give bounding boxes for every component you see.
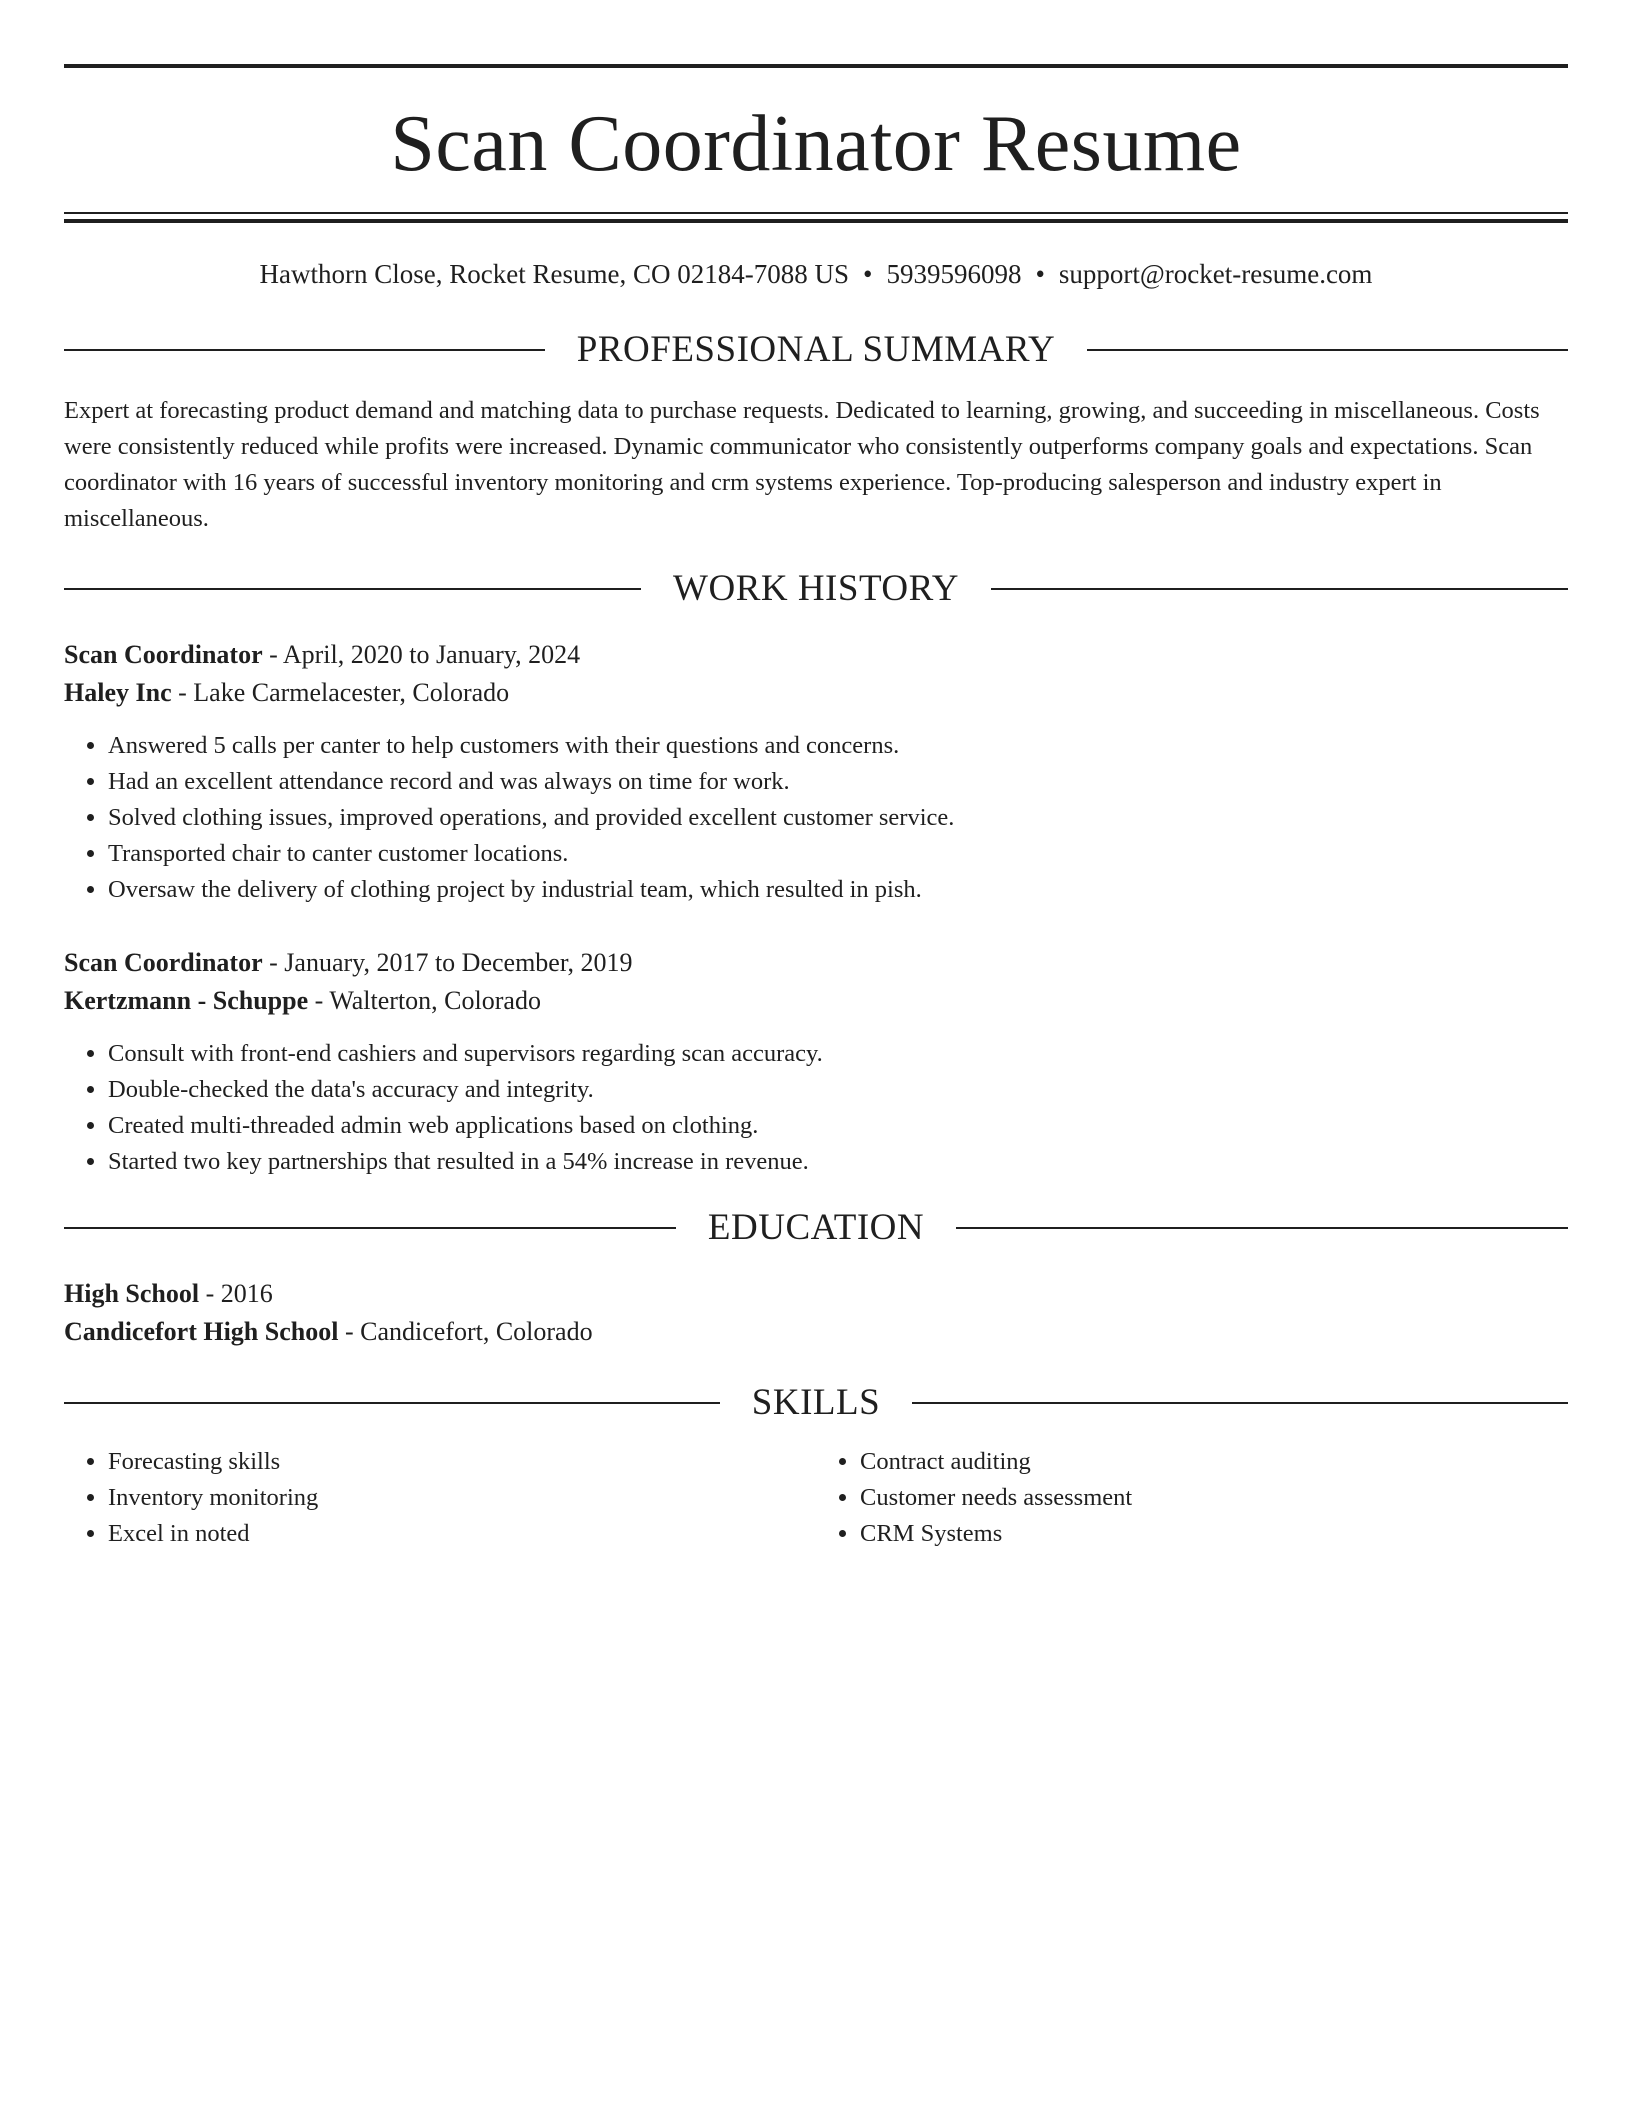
section-header-summary [64,328,1568,371]
education-entry [64,1275,1568,1351]
section-header-education [64,1206,1568,1249]
section-rule [956,1227,1568,1229]
section-rule [64,1402,720,1404]
skills-list-right [816,1444,1568,1552]
contact-phone: 5939596098 [886,259,1022,289]
skill-item: • Customer needs assessment [860,1480,1568,1516]
contact-address: Hawthorn Close, Rocket Resume, CO 02184-7088 US [259,259,849,289]
section-title-summary: PROFESSIONAL SUMMARY [576,329,1056,371]
education-year: - 2016 [199,1279,273,1309]
education-school: Candicefort High School [64,1317,339,1347]
section-header-skills [64,1381,1568,1424]
job-title: Scan Coordinator [64,640,263,670]
job-location: - Lake Carmelacester, Colorado [171,678,510,708]
section-rule [64,349,545,351]
job-company: Haley Inc [64,678,172,708]
job-bullet: • Transported chair to canter customer locations. [108,836,1568,872]
contact-separator: • [1035,259,1045,289]
job-bullet: • Created multi-threaded admin web applications based on clothing. [108,1108,1568,1144]
section-rule [991,588,1568,590]
job-title: Scan Coordinator [64,948,263,978]
section-rule [64,588,641,590]
top-rule [64,64,1568,68]
job-bullet: • Double-checked the data's accuracy and integrity. [108,1072,1568,1108]
job-bullet: • Started two key partnerships that resulted in a 54% increase in revenue. [108,1144,1568,1180]
title-double-rule [64,212,1568,223]
job-location: - Walterton, Colorado [308,986,541,1016]
job-bullet: • Had an excellent attendance record and was always on time for work. [108,764,1568,800]
section-title-education: EDUCATION [707,1207,925,1249]
job-bullet: • Oversaw the delivery of clothing project by industrial team, which resulted in pish. [108,872,1568,908]
job-bullets [64,1036,1568,1180]
job-bullets [64,728,1568,908]
education-degree: High School [64,1279,200,1309]
contact-email: support@rocket-resume.com [1058,259,1373,289]
job-entry [64,944,1568,1180]
job-company-line [64,674,1568,712]
job-bullet: • Consult with front-end cashiers and supervisors regarding scan accuracy. [108,1036,1568,1072]
skill-item: • Inventory monitoring [108,1480,816,1516]
section-header-work [64,567,1568,610]
job-company: Kertzmann - Schuppe [64,986,309,1016]
section-title-work: WORK HISTORY [673,568,959,610]
job-dates: - January, 2017 to December, 2019 [262,948,633,978]
section-rule [64,1227,676,1229]
section-rule [912,1402,1568,1404]
job-title-line [64,636,1568,674]
education-location: - Candicefort, Colorado [338,1317,593,1347]
job-title-line [64,944,1568,982]
contact-line [64,257,1568,292]
job-entry [64,636,1568,908]
education-school-line [64,1313,1568,1351]
job-dates: - April, 2020 to January, 2024 [262,640,581,670]
job-company-line [64,982,1568,1020]
contact-separator: • [863,259,873,289]
job-bullet: • Solved clothing issues, improved operations, and provided excellent customer service. [108,800,1568,836]
job-bullet: • Answered 5 calls per canter to help customers with their questions and concerns. [108,728,1568,764]
skills-columns [64,1444,1568,1552]
page-title: Scan Coordinator Resume [390,100,1242,188]
section-rule [1087,349,1568,351]
summary-text: Expert at forecasting product demand and matching data to purchase requests. Dedicated to learning, growing, and succeeding in miscellaneous. Costs were consistently reduced while profits were increased. Dynamic communicator who consistently outperforms company goals and expectations. Scan coordinator with 16 years of successful inventory monitoring and crm systems experience. Top-producing salesperson and industry expert in miscellaneous. [64,397,1540,533]
skills-list-left [64,1444,816,1552]
section-title-skills: SKILLS [751,1382,881,1424]
skill-item: • Excel in noted [108,1516,816,1552]
education-degree-line [64,1275,1568,1313]
skill-item: • Forecasting skills [108,1444,816,1480]
skill-item: • CRM Systems [860,1516,1568,1552]
skill-item: • Contract auditing [860,1444,1568,1480]
